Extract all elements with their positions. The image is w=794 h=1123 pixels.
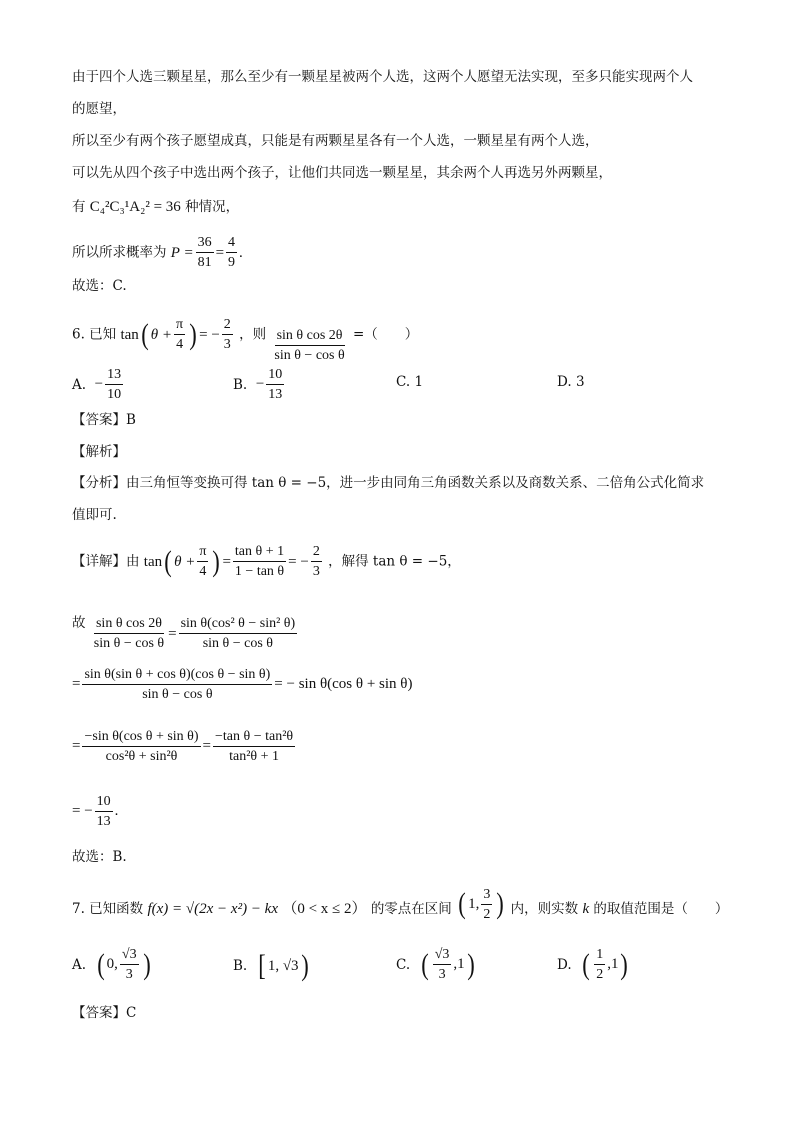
derivation-step-2: = $\frac{\text{sin θ(sin θ + cos θ)(cos θ − sin θ)}}{\text{sin θ − cos θ}}$ = − sin θ(cos θ + sin θ) <box>72 666 413 702</box>
combination-formula: C₄²C₃¹A₂² = 36 <box>89 199 181 215</box>
option-a: A. − $\frac{13}{10}$ <box>72 367 122 402</box>
option-d: D. 3 <box>557 374 585 390</box>
question-number: 6. 已知 <box>72 326 117 343</box>
function-expression: f(x) = √(2x − x²) − kx <box>147 901 279 917</box>
option-c: C. ( $\frac{√3}{3}$ ,1 ) <box>396 947 475 982</box>
text-line: 的愿望， <box>72 101 126 117</box>
question-7-stem: 7. 已知函数 f(x) = √(2x − x²) − kx （0 < x ≤ 2） 的零点在区间 ( 1, $\frac{3}{2}$ ) 内，则实数 k 的取值范围是（ ） <box>72 885 728 928</box>
detail-line: 【详解】由 tan ( θ + $\frac{\pi}{4}$ ) = $\frac{\text{tan θ + 1}}{\text{1 − tan θ}}$ = − $\frac{2}{3}$ ，解得 tan θ = −5， <box>72 544 461 579</box>
fraction: $\frac{36}{81}$ <box>197 235 212 270</box>
choice-line: 故选：B. <box>72 849 127 865</box>
text-line: 由于四个人选三颗星星，那么至少有一颗星星被两个人选，这两个人愿望无法实现，至多只能实现两个人 <box>72 69 693 85</box>
option-c: C. 1 <box>396 374 424 390</box>
option-b: B. − $\frac{10}{13}$ <box>233 367 283 402</box>
probability-lhs: P = <box>170 244 194 261</box>
analysis-tag: 【解析】 <box>72 444 126 460</box>
fraction: $\frac{4}{9}$ <box>228 235 236 270</box>
probability-line: 所以所求概率为 P = $\frac{36}{81}$ = $\frac{4}{9}$ . <box>72 235 243 270</box>
answer-line: 【答案】C <box>72 1005 137 1021</box>
option-a: A. ( 0, $\frac{√3}{3}$ ) <box>72 947 151 982</box>
fraction: $\frac{\text{sin θ cos 2θ}}{\text{sin θ − cos θ}}$ <box>274 327 345 363</box>
text-line <box>72 197 239 217</box>
option-d: D. ( $\frac{1}{2}$ ,1 ) <box>557 947 629 982</box>
option-b: B. [ 1, √3 ) <box>233 949 309 982</box>
choice-line: 故选：C. <box>72 278 127 294</box>
text-line: 可以先从四个孩子中选出两个孩子，让他们共同选一颗星星，其余两个人再选另外两颗星， <box>72 165 612 181</box>
text-fragment: 所以所求概率为 <box>72 244 167 261</box>
derivation-step-3: = $\frac{\text{−sin θ(cos θ + sin θ)}}{\text{cos²θ + sin²θ}}$ = $\frac{\text{−tan θ − tan²θ}}{\text{tan²θ + 1}}$ <box>72 728 294 764</box>
answer-line: 【答案】B <box>72 412 136 428</box>
question-6-stem: 6. 已知 tan ( θ + $\frac{\pi}{4}$ ) = − $\frac{2}{3}$ ，则 $\frac{\text{sin θ cos 2θ}}{\text{sin θ − cos θ}}$ =（ ） <box>72 317 419 363</box>
derivation-step-1: 故 $\frac{\text{sin θ cos 2θ}}{\text{sin θ − cos θ}}$ = $\frac{\text{sin θ(cos² θ − sin² θ)}}{\text{sin θ − cos θ}}$ <box>72 615 296 651</box>
text-fragment: 种情况， <box>185 199 240 215</box>
text-fragment: 有 <box>72 199 86 215</box>
text-line: 所以至少有两个孩子愿望成真，只能是有两颗星星各有一个人选，一颗星星有两个人选， <box>72 133 599 149</box>
analysis-line: 【分析】由三角恒等变换可得 tan θ = −5，进一步由同角三角函数关系以及商数关系、二倍角公式化简求 <box>72 475 705 491</box>
derivation-step-4: = − $\frac{10}{13}$ . <box>72 793 119 829</box>
analysis-line: 值即可. <box>72 507 117 523</box>
